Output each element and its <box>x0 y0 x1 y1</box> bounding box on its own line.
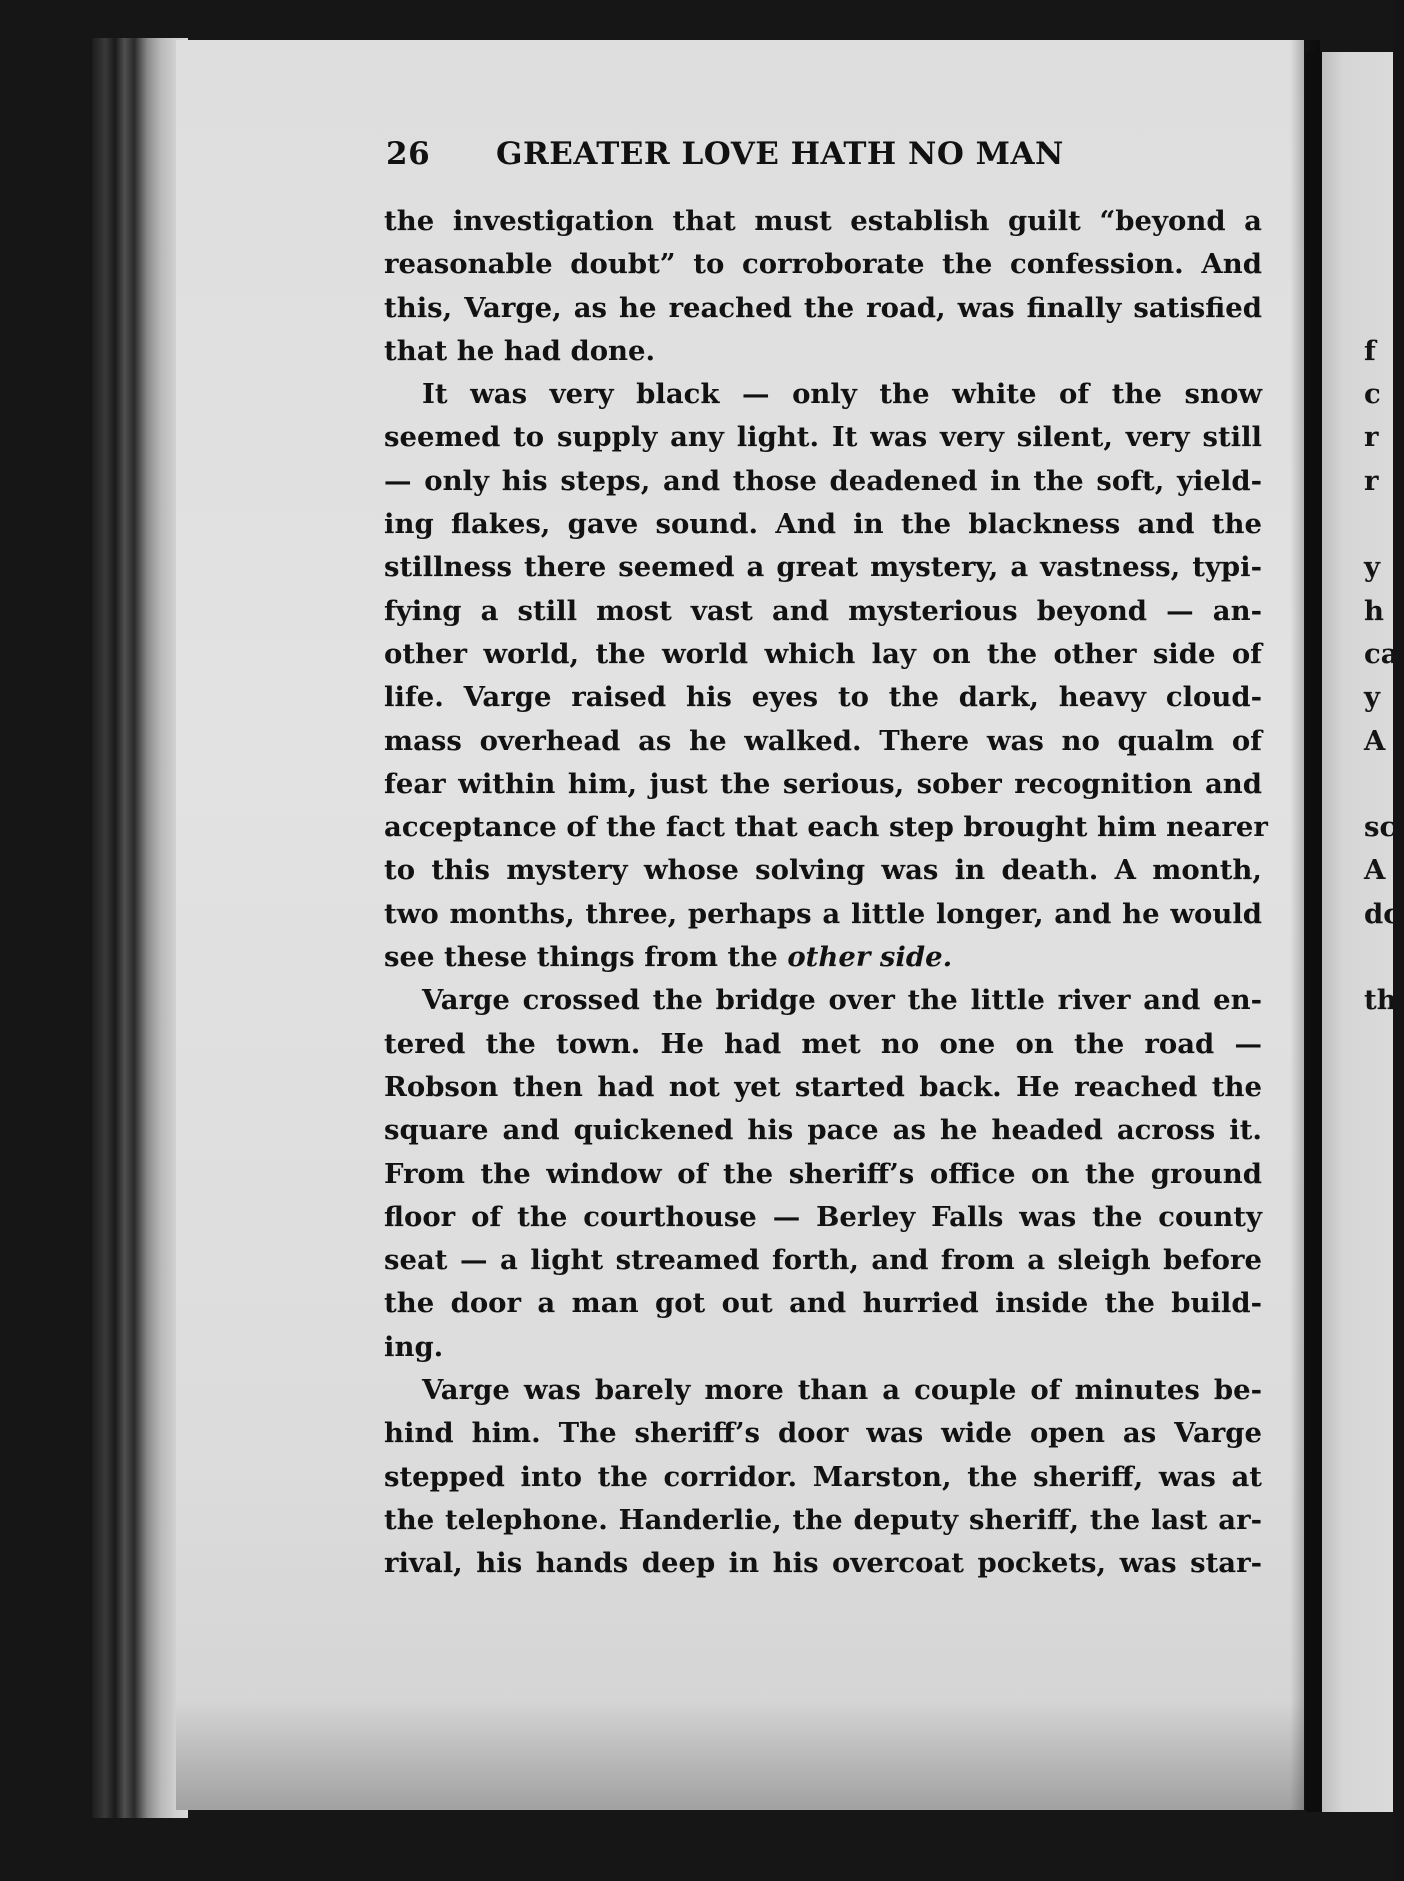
book-gutter <box>1306 52 1322 1812</box>
page-bottom-shadow <box>176 1700 1304 1810</box>
text-line: floor of the courthouse — Berley Falls was the county <box>384 1200 1262 1233</box>
adjacent-fragment: c <box>1364 378 1381 411</box>
adjacent-fragment: r <box>1364 464 1379 497</box>
adjacent-fragment: y <box>1364 681 1380 714</box>
text-line: — only his steps, and those deadened in the soft, yield- <box>384 464 1262 497</box>
text-line: Varge crossed the bridge over the little river and en- <box>422 984 1262 1017</box>
paragraph-1 <box>384 200 1262 373</box>
text-line: It was very black — only the white of the snow <box>422 378 1262 411</box>
adjacent-fragment: A <box>1364 724 1386 757</box>
text-line: stepped into the corridor. Marston, the sheriff, was at <box>384 1460 1262 1493</box>
text-line: fear within him, just the serious, sober recognition and <box>384 767 1262 800</box>
text-line: From the window of the sheriff’s office on the ground <box>384 1157 1262 1190</box>
adjacent-fragment: h <box>1364 594 1384 627</box>
adjacent-fragment: A <box>1364 854 1386 887</box>
text-line: mass overhead as he walked. There was no qualm of <box>384 724 1262 757</box>
text-line: acceptance of the fact that each step brought him nearer <box>384 811 1268 844</box>
adjacent-fragment: r <box>1364 421 1379 454</box>
text-line: square and quickened his pace as he headed across it. <box>384 1114 1262 1147</box>
text-line: Robson then had not yet started back. He reached the <box>384 1070 1262 1103</box>
text-line: life. Varge raised his eyes to the dark, heavy cloud- <box>384 681 1262 714</box>
book-binding-edge <box>92 38 188 1818</box>
text-line-start: see these things from the <box>384 941 788 974</box>
paragraph-3 <box>384 979 1262 1369</box>
text-line <box>384 936 1262 979</box>
text-line: tered the town. He had met no one on the road — <box>384 1027 1262 1060</box>
text-line: the investigation that must establish guilt “beyond a <box>384 205 1262 237</box>
text-line: this, Varge, as he reached the road, was finally satisfied <box>384 291 1262 324</box>
adjacent-page-text <box>1364 200 1404 1023</box>
italic-phrase: other side. <box>787 941 953 974</box>
text-line: reasonable doubt” to corroborate the confession. And <box>384 248 1262 281</box>
adjacent-fragment: ca <box>1364 637 1399 670</box>
text-line: Varge was barely more than a couple of minutes be- <box>422 1374 1262 1407</box>
text-line: that he had done. <box>384 334 656 367</box>
adjacent-fragment: f <box>1364 334 1376 367</box>
body-text <box>384 200 1268 1586</box>
adjacent-fragment: th <box>1364 984 1397 1017</box>
running-title: GREATER LOVE HATH NO MAN <box>496 136 1064 172</box>
text-line: the telephone. Handerlie, the deputy sheriff, the last ar- <box>384 1503 1262 1536</box>
adjacent-fragment: y <box>1364 551 1380 584</box>
text-line: rival, his hands deep in his overcoat pockets, was star- <box>384 1547 1262 1580</box>
running-head <box>386 136 1146 172</box>
text-line: seemed to supply any light. It was very silent, very still <box>384 421 1262 454</box>
text-line: hind him. The sheriff’s door was wide open as Varge <box>384 1417 1262 1450</box>
text-line: the door a man got out and hurried inside the build- <box>384 1287 1262 1320</box>
text-line: other world, the world which lay on the other side of <box>384 637 1262 670</box>
text-line: fying a still most vast and mysterious beyond — an- <box>384 594 1262 627</box>
text-line: ing. <box>384 1330 444 1363</box>
adjacent-fragment: sc <box>1364 811 1397 844</box>
text-line: ing flakes, gave sound. And in the blackness and the <box>384 508 1262 541</box>
text-line: two months, three, perhaps a little longer, and he would <box>384 897 1262 930</box>
text-line: to this mystery whose solving was in death. A month, <box>384 854 1262 887</box>
text-line: stillness there seemed a great mystery, a vastness, typi- <box>384 551 1262 584</box>
paragraph-4 <box>384 1369 1262 1585</box>
adjacent-fragment: dc <box>1364 897 1400 930</box>
text-line: seat — a light streamed forth, and from a sleigh before <box>384 1244 1262 1277</box>
paragraph-2 <box>384 373 1268 979</box>
page-number: 26 <box>386 136 431 172</box>
